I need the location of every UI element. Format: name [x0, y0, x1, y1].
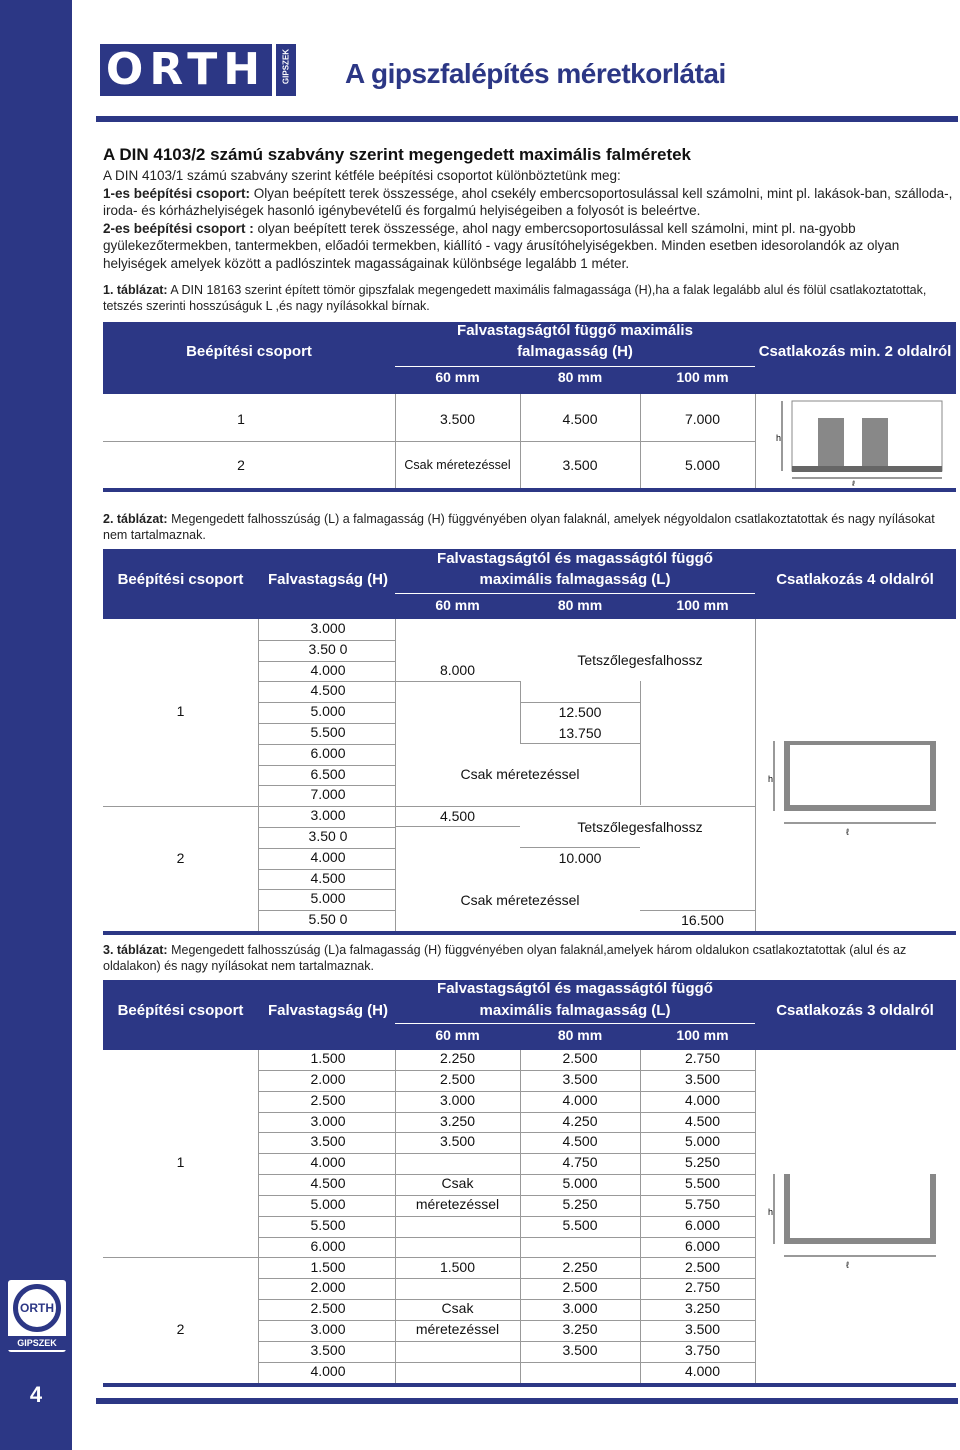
table2-height-cell: 7.000: [310, 786, 346, 803]
table2-row-line: [258, 640, 395, 641]
table2-th-80: 80 mm: [557, 597, 603, 613]
table1-col-conn: Csatlakozás min. 2 oldalról: [758, 343, 952, 360]
intro-text: [103, 167, 955, 272]
table3-cell: 3.500: [562, 1341, 598, 1358]
intro-group2: [103, 220, 955, 273]
logo-tag-box: [276, 44, 296, 96]
table2-th-60: 60 mm: [435, 597, 480, 613]
table1-th-80: 80 mm: [557, 369, 603, 385]
table3-cell: 2.750: [684, 1050, 721, 1066]
t2-h-label: h: [768, 774, 774, 784]
t3-l-label: ℓ: [846, 1260, 849, 1270]
table2-caption-label: 2. táblázat:: [103, 512, 168, 526]
group1-label: 1-es beépítési csoport:: [103, 185, 251, 201]
table3-th-80: 80 mm: [557, 1027, 603, 1043]
table3-caption-label: 3. táblázat:: [103, 943, 168, 957]
table3-cell: 2.000: [310, 1070, 346, 1087]
table1-caption-label: 1. táblázat:: [103, 283, 168, 297]
table3-cell: 5.500: [562, 1216, 598, 1233]
table3-row-line: [258, 1362, 755, 1363]
page-number: 4: [29, 1382, 43, 1407]
table2-row-line: [258, 869, 395, 870]
t2-calc1: Csak méretezéssel: [460, 766, 580, 782]
table3-cell: 5.000: [310, 1195, 346, 1212]
table3-cell: 1.500: [310, 1258, 346, 1275]
table3-cell: 4.000: [562, 1091, 598, 1108]
t2-16500: 16.500: [681, 912, 724, 928]
t2-8000: 8.000: [439, 662, 476, 678]
table2-row-line: [258, 681, 395, 682]
table3-cell: 5.250: [562, 1195, 598, 1212]
table2-height-cell: 3.000: [310, 620, 346, 636]
t2-4500: 4.500: [439, 808, 476, 824]
table3-cell: 5.250: [684, 1154, 721, 1171]
table2-height-cell: 4.000: [310, 661, 346, 678]
table3-cell: 2.500: [562, 1050, 598, 1066]
table3-row-line: [258, 1237, 755, 1238]
table2-height-cell: 6.000: [310, 744, 346, 761]
t2-wall: [790, 745, 930, 805]
table3-cell: 5.750: [684, 1195, 721, 1212]
table2-row-line: [258, 910, 395, 911]
table3-cell: 4.000: [310, 1154, 346, 1171]
table3-cell: 1.500: [439, 1258, 476, 1275]
t1-floor: [792, 466, 942, 472]
footer-rule: [96, 1398, 958, 1404]
t2-h-b: [520, 702, 640, 703]
table2-height-cell: 6.500: [310, 765, 346, 782]
table3-cell: 1.500: [310, 1050, 346, 1066]
t3-calc1-l2: méretezéssel: [415, 1196, 500, 1212]
table2-row-line: [258, 723, 395, 724]
table2-rule: [103, 617, 956, 619]
badge-tag: GIPSZEK: [8, 1336, 66, 1350]
t1-wall-a: [818, 418, 844, 470]
table1-col-mid-l1: Falvastagságtól függő maximális: [457, 322, 693, 339]
table1-caption: [103, 282, 955, 314]
table2-row-line: [258, 702, 395, 703]
table2-col-thick: Falvastagság (H): [267, 571, 389, 588]
table3-cell: 3.000: [310, 1112, 346, 1129]
table2-row-line: [258, 744, 395, 745]
table3-cell: 3.000: [439, 1091, 476, 1108]
table1-vline4: [755, 394, 756, 488]
table1-wall-diagram: [770, 396, 950, 486]
table3-row-line: [258, 1278, 755, 1279]
logo-ring: [13, 1284, 61, 1332]
table3-cell: 6.000: [684, 1216, 721, 1233]
table1-th-100: 100 mm: [676, 369, 729, 385]
table1-row2-group: 2: [237, 457, 245, 473]
table1-bottom: [103, 488, 956, 492]
t2-any2: Tetszőlegesfalhossz: [577, 819, 703, 835]
table3-cell: 4.000: [310, 1362, 346, 1379]
table3-caption: [103, 942, 955, 974]
table3-header-sep: [395, 1023, 755, 1024]
table3-row-line: [258, 1070, 755, 1071]
table2-row-line: [258, 889, 395, 890]
table3-col-mid-l1: Falvastagságtól és magasságtól függő: [437, 980, 713, 997]
table2-col-mid-l1: Falvastagságtól és magasságtól függő: [437, 550, 713, 567]
table1-row1-v100: 7.000: [684, 411, 721, 427]
table2-height-cell: 4.500: [310, 682, 346, 699]
table2-bottom: [103, 931, 956, 935]
table3-cell: 2.500: [439, 1070, 476, 1087]
orth-logo: [100, 44, 296, 96]
table1-row1-group: 1: [237, 411, 245, 427]
table2-group2: 2: [176, 850, 185, 866]
t2-h-c: [520, 743, 640, 744]
table2-col-group: Beépítési csoport: [117, 571, 244, 588]
table2-row-line: [258, 785, 395, 786]
table2-th-100: 100 mm: [676, 597, 729, 613]
table3-cell: 3.000: [562, 1300, 598, 1317]
table2-height-cell: 4.000: [310, 848, 346, 865]
t1-wall-b: [862, 418, 888, 470]
t2-v4: [640, 681, 641, 805]
table3-row-line: [258, 1091, 755, 1092]
table2-wall-diagram: [762, 735, 952, 845]
table1-row2-v60: Csak méretezéssel: [404, 458, 511, 472]
table2-height-cell: 3.50 0: [308, 640, 348, 657]
table3-row-line: [258, 1112, 755, 1113]
table2-group1: 1: [176, 703, 185, 719]
table2-row-line: [258, 765, 395, 766]
table1-caption-text: A DIN 18163 szerint épített tömör gipszfalak megengedett maximális falmagassága (H),ha a falak legalább alul és fölül csatlakoztatottak, tetszés szerinti hosszúságuk L ,és nagy nyílásokkal bírnak.: [103, 283, 927, 313]
table3-cell: 5.000: [684, 1133, 721, 1150]
group2-text: olyan beépített terek összessége, ahol nagy embercsoportosulással kell számolni, mint pl. na-gyobb gyülekezőtermekben, tantermekben, előadói termekben, kiállító - vagy árusítóhelyiségekben. Minden esetben idesorolandók az olyan helyiségek amelyek között a padlószintek magasságainak különbsége legalább 1 méter.: [103, 220, 900, 271]
table3-cell: 4.500: [684, 1112, 721, 1129]
table2-col-mid-l2: maximális falmagasság (L): [479, 571, 671, 588]
table3-col-thick: Falvastagság (H): [267, 1002, 389, 1019]
table3-col-mid-l2: maximális falmagasság (L): [479, 1002, 671, 1019]
table3-row-line: [258, 1132, 755, 1133]
table3-cell: 3.500: [439, 1133, 476, 1150]
t3-wall: [790, 1174, 930, 1238]
table3-row-line: [258, 1341, 755, 1342]
table1-th-60: 60 mm: [435, 369, 480, 385]
logo-tag: GIPSZEK: [281, 48, 291, 85]
t2-h-a: [395, 681, 520, 682]
table2-row-line: [258, 827, 395, 828]
table2-caption: [103, 511, 955, 543]
t2-13750: 13.750: [558, 725, 602, 741]
t1-h-label: h: [776, 433, 782, 443]
t3-h-label: h: [768, 1207, 774, 1217]
sidebar: [0, 0, 72, 1450]
table3-cell: 3.250: [684, 1300, 721, 1317]
table3-bottom: [103, 1383, 956, 1387]
table3-cell: 2.000: [310, 1279, 346, 1296]
t2-any1: Tetszőlegesfalhossz: [577, 652, 703, 668]
table1-col-mid-l2: falmagasság (H): [517, 343, 633, 360]
table3-cell: 5.000: [562, 1175, 598, 1192]
table2-height-cell: 5.000: [310, 703, 346, 720]
table2-height-cell: 5.50 0: [308, 911, 348, 928]
table3-row-line: [258, 1216, 755, 1217]
table2-caption-text: Megengedett falhosszúság (L) a falmagasság (H) függvényében olyan falaknál, amelyek négyoldalon csatlakoztatottak és nagy nyílásokat nem tartalmaznak.: [103, 512, 935, 542]
table3-row-line: [258, 1153, 755, 1154]
table3-cell: 2.500: [562, 1279, 598, 1296]
table3-cell: 2.500: [310, 1091, 346, 1108]
table1-row1-v80: 4.500: [562, 411, 598, 427]
table3-cell: 5.500: [684, 1175, 721, 1192]
table3-cell: 4.250: [562, 1112, 598, 1129]
table3-cell: 6.000: [684, 1237, 721, 1254]
table2-height-cell: 5.500: [310, 724, 346, 740]
table3-cell: 3.500: [684, 1321, 721, 1338]
table2-header-sep: [395, 593, 755, 594]
table1-hline: [103, 441, 755, 442]
intro-group1: [103, 185, 955, 220]
table3-group2: 2: [176, 1321, 185, 1337]
badge-word: ORTH: [20, 1301, 54, 1315]
table2-height-cell: 3.000: [310, 807, 346, 824]
t2-h-e: [520, 847, 640, 848]
table1-row1-v60: 3.500: [439, 411, 476, 427]
table3-cell: 6.000: [310, 1237, 346, 1254]
table1-header-sep: [395, 366, 755, 367]
t3-calc1-l1: Csak: [441, 1175, 474, 1191]
table3-cell: 2.500: [684, 1258, 721, 1275]
table3-group1: 1: [176, 1154, 185, 1170]
page-title: A gipszfalépítés méretkorlátai: [345, 58, 726, 89]
header-rule: [96, 116, 958, 122]
t2-calc2: Csak méretezéssel: [460, 892, 580, 908]
table3-cell: 2.500: [310, 1300, 346, 1317]
intro-line1: A DIN 4103/1 számú szabvány szerint kétféle beépítési csoportot különböztetünk meg:: [103, 168, 621, 183]
table2-col-conn: Csatlakozás 4 oldalról: [776, 571, 934, 588]
table3-cell: 4.000: [684, 1091, 721, 1108]
table3-cell: 2.250: [439, 1050, 476, 1066]
group1-text: Olyan beépített terek összessége, ahol csekély embercsoportosulással kell számolni, mint pl. lakások-ban, szálloda-, iroda- és kórházhelyiségek hasonló igénybevételű és forgalmú helyiségeiben a folyosót is beleértve.: [103, 185, 953, 218]
table1-row2-v100: 5.000: [684, 457, 721, 473]
table3-col-group: Beépítési csoport: [117, 1002, 244, 1019]
table3-th-60: 60 mm: [435, 1027, 480, 1043]
table3-cell: 3.750: [684, 1341, 721, 1358]
table3-cell: 5.500: [310, 1216, 346, 1233]
table2-row-line: [258, 848, 395, 849]
table1-rule: [103, 390, 956, 394]
table2-height-cell: 4.500: [310, 869, 346, 886]
table1-row2-v80: 3.500: [562, 457, 598, 473]
t2-10000: 10.000: [558, 850, 602, 866]
table3-col-conn: Csatlakozás 3 oldalról: [776, 1002, 934, 1019]
t2-12500: 12.500: [558, 704, 602, 720]
table3-cell: 4.500: [310, 1175, 346, 1192]
table2-height-cell: 5.000: [310, 890, 346, 907]
t3-calc2-l1: Csak: [441, 1300, 474, 1316]
t2-group-sep: [103, 806, 755, 807]
table3-cell: 4.500: [562, 1133, 598, 1150]
table2-row-line: [258, 661, 395, 662]
t2-l-label: ℓ: [846, 827, 849, 837]
table3-cell: 3.500: [310, 1341, 346, 1358]
table3-cell: 3.500: [562, 1070, 598, 1087]
table3-cell: 3.500: [310, 1133, 346, 1150]
table3-th-100: 100 mm: [676, 1027, 729, 1043]
table3-cell: 2.750: [684, 1279, 721, 1296]
orth-badge-logo: [8, 1280, 66, 1352]
section-title: A DIN 4103/2 számú szabvány szerint megengedett maximális falméretek: [103, 145, 692, 164]
table3-wall-diagram: [762, 1168, 952, 1278]
table3-cell: 3.500: [684, 1070, 721, 1087]
table3-cell: 4.000: [684, 1362, 721, 1379]
table3-cell: 3.000: [310, 1321, 346, 1338]
table2-height-cell: 3.50 0: [308, 828, 348, 844]
t3-calc2-l2: méretezéssel: [415, 1321, 500, 1337]
t2-h-d: [395, 826, 520, 827]
table1-col-group: Beépítési csoport: [186, 343, 312, 360]
logo-word: ORTH: [100, 44, 272, 96]
table3-cell: 3.250: [562, 1321, 598, 1338]
table3-caption-text: Megengedett falhosszúság (L)a falmagasság (H) függvényében olyan falaknál,amelyek három oldalukon csatlakoztatottak (alul és az oldalakon) és nagy nyílásokat nem tartalmaznak.: [103, 943, 907, 973]
table3-cell: 2.250: [562, 1258, 598, 1275]
table3-cell: 4.750: [562, 1154, 598, 1171]
t1-l-label: ℓ: [852, 479, 855, 486]
group2-label: 2-es beépítési csoport :: [103, 220, 254, 236]
table3-cell: 3.250: [439, 1112, 476, 1129]
t2-h-f: [640, 910, 755, 911]
